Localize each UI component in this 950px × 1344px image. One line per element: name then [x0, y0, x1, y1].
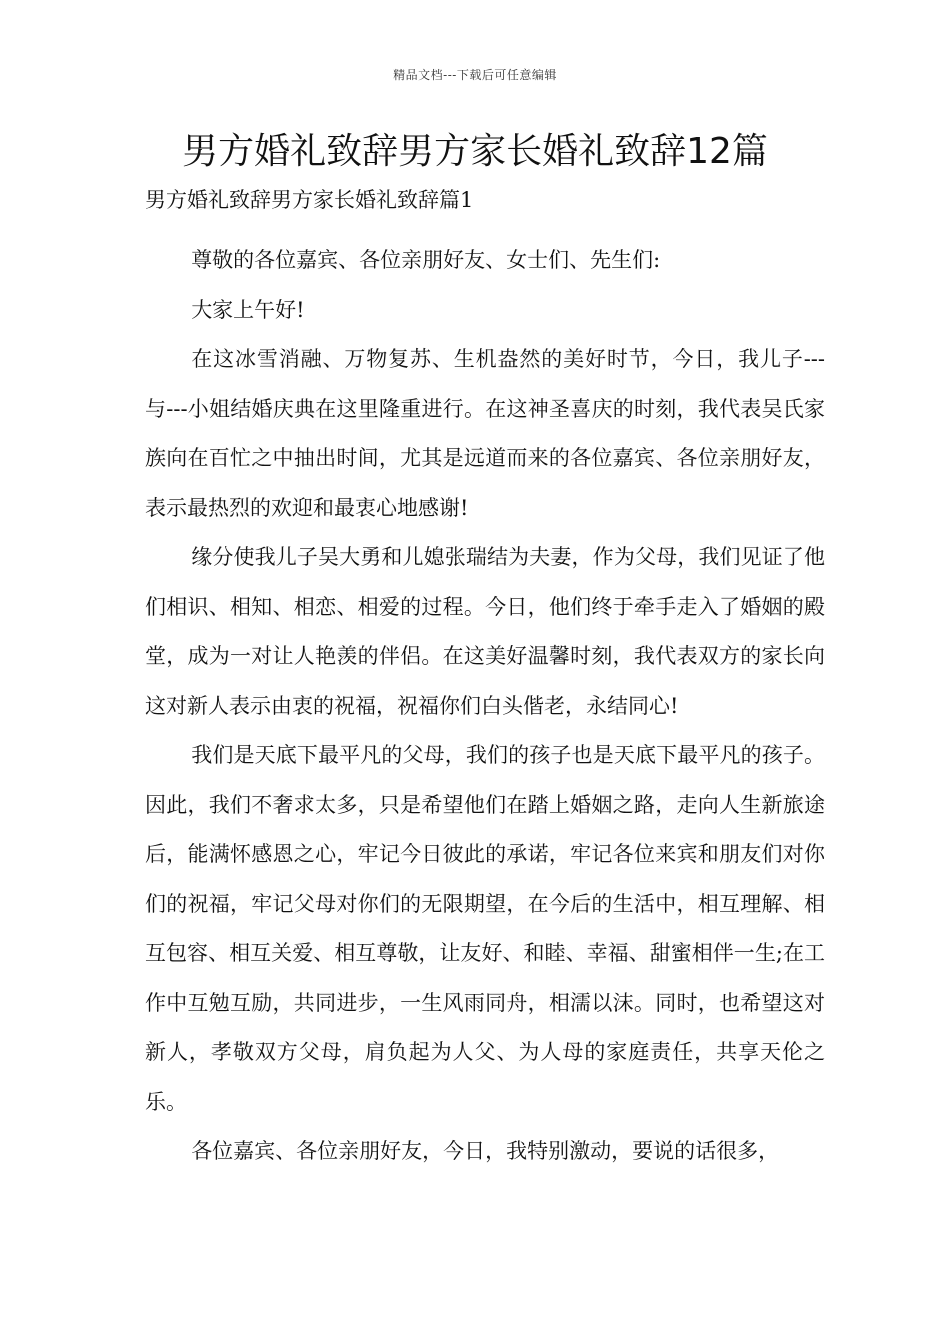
body-paragraph: 我们是天底下最平凡的父母，我们的孩子也是天底下最平凡的孩子。因此，我们不奢求太多，只是希望他们在踏上婚姻之路，走向人生新旅途后，能满怀感恩之心，牢记今日彼此的承诺，牢记各位来宾和朋友们对你们的祝福，牢记父母对你们的无限期望，在今后的生活中，相互理解、相互包容、相互关爱、相互尊敬，让友好、和睦、幸福、甜蜜相伴一生;在工作中互勉互励，共同进步，一生风雨同舟，相濡以沫。同时，也希望这对新人，孝敬双方父母，肩负起为人父、为人母的家庭责任，共享天伦之乐。: [145, 743, 825, 1114]
section-heading: 男方婚礼致辞男方家长婚礼致辞篇1: [145, 188, 474, 212]
greeting-paragraph: 大家上午好!: [191, 297, 305, 322]
document-body: [145, 236, 825, 1177]
body-paragraph: 缘分使我儿子吴大勇和儿媳张瑞结为夫妻，作为父母，我们见证了他们相识、相知、相恋、相爱的过程。今日，他们终于牵手走入了婚姻的殿堂，成为一对让人艳羡的伴侣。在这美好温馨时刻，我代表双方的家长向这对新人表示由衷的祝福，祝福你们白头偕老，永结同心!: [145, 545, 825, 718]
body-paragraph: 各位嘉宾、各位亲朋好友，今日，我特别激动，要说的话很多，: [191, 1139, 780, 1163]
salutation-paragraph: 尊敬的各位嘉宾、各位亲朋好友、女士们、先生们:: [191, 248, 661, 272]
page-header-note: 精品文档---下载后可任意编辑: [393, 68, 557, 82]
document-title: 男方婚礼致辞男方家长婚礼致辞12篇: [182, 131, 768, 172]
body-paragraph: 在这冰雪消融、万物复苏、生机盎然的美好时节，今日，我儿子---与---小姐结婚庆典在这里隆重进行。在这神圣喜庆的时刻，我代表吴氏家族向在百忙之中抽出时间，尤其是远道而来的各位嘉宾、各位亲朋好友，表示最热烈的欢迎和最衷心地感谢!: [145, 347, 825, 520]
